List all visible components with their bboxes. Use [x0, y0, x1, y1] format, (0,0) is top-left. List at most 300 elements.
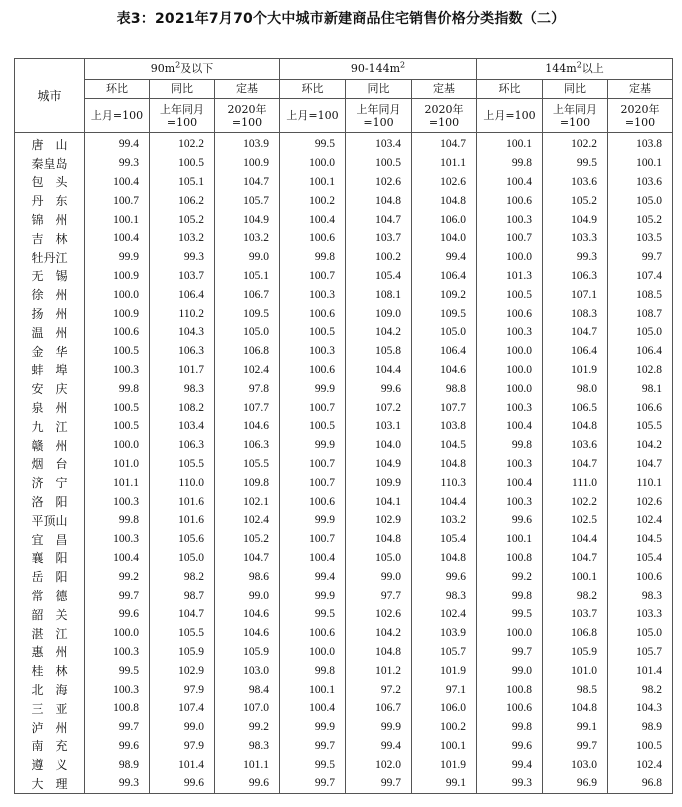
index-value: 100.2: [280, 191, 346, 210]
group-label: 90m: [150, 62, 176, 75]
index-value: 99.3: [85, 774, 150, 793]
index-value: 99.9: [346, 718, 412, 737]
city-column-header: 城市: [15, 59, 85, 133]
index-value: 99.6: [150, 774, 215, 793]
sub-column-header: 环比: [85, 80, 150, 99]
index-value: 100.0: [477, 379, 543, 398]
city-name: 襄 阳: [15, 549, 85, 568]
index-value: 100.5: [346, 154, 412, 173]
index-value: 102.9: [150, 661, 215, 680]
table-row: [15, 511, 673, 530]
index-value: 103.2: [215, 229, 280, 248]
index-value: 99.3: [543, 248, 608, 267]
index-value: 100.5: [150, 154, 215, 173]
index-value: 98.2: [150, 567, 215, 586]
index-value: 99.1: [543, 718, 608, 737]
index-value: 104.2: [346, 323, 412, 342]
city-name: 赣 州: [15, 436, 85, 455]
city-name: 安 庆: [15, 379, 85, 398]
table-row: [15, 492, 673, 511]
city-name: 泸 州: [15, 718, 85, 737]
superscript: 2: [175, 60, 181, 70]
index-value: 103.3: [608, 605, 673, 624]
index-value: 105.1: [215, 267, 280, 286]
index-value: 100.6: [280, 492, 346, 511]
index-value: 108.7: [608, 304, 673, 323]
index-value: 98.3: [608, 586, 673, 605]
index-value: 104.3: [150, 323, 215, 342]
group-header-over-144: [477, 59, 673, 80]
index-value: 100.3: [280, 285, 346, 304]
index-value: 99.9: [85, 248, 150, 267]
index-value: 102.6: [608, 492, 673, 511]
index-value: 105.4: [412, 530, 477, 549]
base-column-header: 上年同月=100: [150, 99, 215, 133]
index-value: 99.0: [215, 248, 280, 267]
table-row: [15, 643, 673, 662]
index-value: 103.6: [608, 173, 673, 192]
table-row: [15, 605, 673, 624]
index-value: 100.6: [280, 229, 346, 248]
index-value: 104.6: [412, 361, 477, 380]
group-label: 90-144m: [350, 62, 401, 75]
index-value: 99.6: [477, 511, 543, 530]
index-value: 105.0: [608, 624, 673, 643]
index-value: 100.4: [280, 549, 346, 568]
city-name: 洛 阳: [15, 492, 85, 511]
index-value: 100.6: [608, 567, 673, 586]
table-row: [15, 755, 673, 774]
index-value: 100.5: [85, 417, 150, 436]
city-name: 济 宁: [15, 473, 85, 492]
index-value: 103.1: [346, 417, 412, 436]
base-column-header: 2020年=100: [412, 99, 477, 133]
index-value: 100.5: [608, 737, 673, 756]
superscript: 2: [400, 60, 406, 70]
index-value: 110.1: [608, 473, 673, 492]
base-column-header: 上年同月=100: [543, 99, 608, 133]
index-value: 105.7: [412, 643, 477, 662]
index-value: 99.1: [412, 774, 477, 793]
table-row: [15, 624, 673, 643]
base-column-header: 2020年=100: [608, 99, 673, 133]
index-value: 100.5: [85, 342, 150, 361]
table-row: [15, 304, 673, 323]
index-value: 100.1: [280, 173, 346, 192]
index-value: 99.8: [477, 154, 543, 173]
index-value: 108.2: [150, 398, 215, 417]
index-value: 100.0: [280, 154, 346, 173]
index-value: 98.0: [543, 379, 608, 398]
index-value: 100.1: [412, 737, 477, 756]
index-value: 107.2: [346, 398, 412, 417]
index-value: 100.1: [477, 133, 543, 154]
index-value: 104.3: [608, 699, 673, 718]
index-value: 97.2: [346, 680, 412, 699]
index-value: 101.1: [85, 473, 150, 492]
index-value: 100.6: [280, 361, 346, 380]
index-value: 99.6: [412, 567, 477, 586]
index-value: 102.5: [543, 511, 608, 530]
city-name: 秦皇岛: [15, 154, 85, 173]
index-value: 100.0: [477, 248, 543, 267]
index-value: 99.8: [280, 661, 346, 680]
index-value: 102.4: [608, 755, 673, 774]
index-value: 100.4: [280, 210, 346, 229]
index-value: 100.0: [85, 624, 150, 643]
index-value: 103.5: [608, 229, 673, 248]
city-name: 唐 山: [15, 133, 85, 154]
sub-column-header: 环比: [477, 80, 543, 99]
index-value: 103.0: [543, 755, 608, 774]
index-value: 99.9: [280, 511, 346, 530]
index-value: 101.2: [346, 661, 412, 680]
table-row: [15, 323, 673, 342]
index-value: 100.0: [477, 361, 543, 380]
index-value: 105.5: [150, 624, 215, 643]
index-value: 98.8: [412, 379, 477, 398]
index-value: 100.7: [280, 530, 346, 549]
city-name: 平顶山: [15, 511, 85, 530]
index-value: 106.7: [215, 285, 280, 304]
table-row: [15, 718, 673, 737]
index-value: 104.9: [543, 210, 608, 229]
index-value: 109.8: [215, 473, 280, 492]
index-value: 99.6: [85, 737, 150, 756]
index-value: 106.6: [608, 398, 673, 417]
index-value: 99.6: [346, 379, 412, 398]
index-value: 99.8: [477, 586, 543, 605]
city-name: 惠 州: [15, 643, 85, 662]
group-label: 144m: [545, 62, 577, 75]
city-name: 扬 州: [15, 304, 85, 323]
index-value: 99.8: [85, 511, 150, 530]
index-value: 105.7: [215, 191, 280, 210]
table-row: [15, 473, 673, 492]
index-value: 98.6: [215, 567, 280, 586]
base-column-header: 上年同月=100: [346, 99, 412, 133]
city-name: 九 江: [15, 417, 85, 436]
index-value: 100.9: [85, 304, 150, 323]
index-value: 101.0: [85, 455, 150, 474]
city-name: 桂 林: [15, 661, 85, 680]
index-value: 105.0: [412, 323, 477, 342]
table-body: [15, 133, 673, 794]
index-value: 99.7: [280, 737, 346, 756]
index-value: 100.8: [477, 680, 543, 699]
index-value: 104.6: [215, 624, 280, 643]
index-value: 99.4: [85, 133, 150, 154]
index-value: 110.2: [150, 304, 215, 323]
index-value: 100.1: [543, 567, 608, 586]
index-value: 99.3: [477, 774, 543, 793]
index-value: 101.4: [608, 661, 673, 680]
index-value: 99.2: [215, 718, 280, 737]
index-value: 99.7: [543, 737, 608, 756]
index-value: 99.8: [477, 718, 543, 737]
index-value: 107.4: [608, 267, 673, 286]
index-value: 100.7: [280, 473, 346, 492]
base-column-header: 上月=100: [477, 99, 543, 133]
index-value: 99.5: [280, 133, 346, 154]
index-value: 99.6: [85, 605, 150, 624]
index-value: 99.2: [85, 567, 150, 586]
index-value: 99.5: [543, 154, 608, 173]
index-value: 100.1: [608, 154, 673, 173]
index-value: 100.4: [85, 549, 150, 568]
index-value: 104.8: [543, 699, 608, 718]
index-value: 104.7: [215, 549, 280, 568]
index-value: 104.4: [543, 530, 608, 549]
table-row: [15, 699, 673, 718]
index-value: 99.8: [477, 436, 543, 455]
index-value: 98.4: [215, 680, 280, 699]
index-value: 103.0: [215, 661, 280, 680]
city-name: 金 华: [15, 342, 85, 361]
index-value: 109.0: [346, 304, 412, 323]
index-value: 100.1: [477, 530, 543, 549]
index-value: 105.6: [150, 530, 215, 549]
table-row: [15, 530, 673, 549]
index-value: 97.1: [412, 680, 477, 699]
index-value: 103.2: [150, 229, 215, 248]
index-value: 96.8: [608, 774, 673, 793]
index-value: 103.2: [412, 511, 477, 530]
sub-column-header: 定基: [215, 80, 280, 99]
index-value: 100.6: [477, 304, 543, 323]
index-value: 99.7: [477, 643, 543, 662]
index-value: 98.2: [608, 680, 673, 699]
index-value: 109.5: [412, 304, 477, 323]
index-value: 106.4: [543, 342, 608, 361]
index-value: 100.0: [477, 624, 543, 643]
price-index-table: [14, 58, 673, 794]
index-value: 108.5: [608, 285, 673, 304]
table-row: [15, 417, 673, 436]
index-value: 104.2: [608, 436, 673, 455]
index-value: 104.8: [346, 191, 412, 210]
sub-column-header: 定基: [412, 80, 477, 99]
city-name: 北 海: [15, 680, 85, 699]
index-value: 106.5: [543, 398, 608, 417]
city-name: 锦 州: [15, 210, 85, 229]
index-value: 105.0: [215, 323, 280, 342]
index-value: 106.0: [412, 699, 477, 718]
index-value: 98.3: [412, 586, 477, 605]
base-column-header: 上月=100: [280, 99, 346, 133]
index-value: 98.3: [150, 379, 215, 398]
index-value: 99.0: [477, 661, 543, 680]
index-value: 105.2: [608, 210, 673, 229]
index-value: 102.2: [543, 133, 608, 154]
index-value: 104.5: [608, 530, 673, 549]
index-value: 99.5: [477, 605, 543, 624]
table-header: [15, 59, 673, 133]
index-value: 106.3: [215, 436, 280, 455]
sub-column-header: 定基: [608, 80, 673, 99]
index-value: 107.0: [215, 699, 280, 718]
table-row: [15, 436, 673, 455]
group-label-suffix: 以上: [581, 62, 604, 75]
city-name: 遵 义: [15, 755, 85, 774]
index-value: 99.8: [85, 379, 150, 398]
index-value: 100.3: [477, 398, 543, 417]
index-value: 99.4: [346, 737, 412, 756]
index-value: 105.0: [608, 323, 673, 342]
index-value: 106.4: [412, 267, 477, 286]
index-value: 110.0: [150, 473, 215, 492]
index-value: 97.9: [150, 680, 215, 699]
index-value: 101.0: [543, 661, 608, 680]
index-value: 100.7: [477, 229, 543, 248]
index-value: 100.3: [85, 492, 150, 511]
index-value: 102.4: [215, 361, 280, 380]
table-row: [15, 774, 673, 793]
city-name: 烟 台: [15, 455, 85, 474]
index-value: 105.2: [150, 210, 215, 229]
index-value: 100.2: [346, 248, 412, 267]
index-value: 103.6: [543, 436, 608, 455]
table-row: [15, 737, 673, 756]
index-value: 98.1: [608, 379, 673, 398]
city-name: 包 头: [15, 173, 85, 192]
index-value: 99.6: [477, 737, 543, 756]
index-value: 100.3: [477, 455, 543, 474]
index-value: 104.5: [412, 436, 477, 455]
index-value: 101.4: [150, 755, 215, 774]
table-row: [15, 285, 673, 304]
city-name: 吉 林: [15, 229, 85, 248]
index-value: 106.4: [608, 342, 673, 361]
index-value: 98.9: [608, 718, 673, 737]
superscript: 2: [576, 60, 582, 70]
index-value: 105.4: [346, 267, 412, 286]
table-row: [15, 267, 673, 286]
table-row: [15, 661, 673, 680]
index-value: 103.6: [543, 173, 608, 192]
index-value: 104.7: [412, 133, 477, 154]
city-name: 三 亚: [15, 699, 85, 718]
index-value: 100.0: [85, 285, 150, 304]
index-value: 97.9: [150, 737, 215, 756]
index-value: 102.2: [150, 133, 215, 154]
index-value: 106.3: [150, 436, 215, 455]
index-value: 98.7: [150, 586, 215, 605]
index-value: 100.6: [477, 699, 543, 718]
index-value: 105.5: [150, 455, 215, 474]
index-value: 106.0: [412, 210, 477, 229]
index-value: 99.6: [215, 774, 280, 793]
table-row: [15, 210, 673, 229]
index-value: 99.9: [280, 718, 346, 737]
index-value: 105.4: [608, 549, 673, 568]
index-value: 100.9: [85, 267, 150, 286]
city-name: 韶 关: [15, 605, 85, 624]
index-value: 100.3: [85, 680, 150, 699]
base-column-header: 2020年=100: [215, 99, 280, 133]
city-name: 蚌 埠: [15, 361, 85, 380]
index-value: 105.7: [608, 643, 673, 662]
index-value: 106.8: [215, 342, 280, 361]
index-value: 106.3: [150, 342, 215, 361]
index-value: 105.1: [150, 173, 215, 192]
index-value: 105.0: [608, 191, 673, 210]
index-value: 99.9: [280, 586, 346, 605]
table-row: [15, 248, 673, 267]
index-value: 100.8: [85, 699, 150, 718]
table-row: [15, 229, 673, 248]
index-value: 103.4: [150, 417, 215, 436]
index-value: 104.7: [543, 549, 608, 568]
index-value: 111.0: [543, 473, 608, 492]
city-name: 温 州: [15, 323, 85, 342]
city-name: 南 充: [15, 737, 85, 756]
index-value: 99.0: [150, 718, 215, 737]
index-value: 102.4: [215, 511, 280, 530]
city-name: 无 锡: [15, 267, 85, 286]
index-value: 99.9: [280, 436, 346, 455]
table-row: [15, 154, 673, 173]
index-value: 100.3: [85, 361, 150, 380]
index-value: 96.9: [543, 774, 608, 793]
city-name: 大 理: [15, 774, 85, 793]
index-value: 100.3: [477, 492, 543, 511]
index-value: 100.3: [477, 210, 543, 229]
index-value: 104.9: [215, 210, 280, 229]
table-row: [15, 398, 673, 417]
index-value: 98.5: [543, 680, 608, 699]
index-value: 103.7: [346, 229, 412, 248]
index-value: 100.4: [280, 699, 346, 718]
index-value: 101.3: [477, 267, 543, 286]
index-value: 100.1: [280, 680, 346, 699]
index-value: 98.2: [543, 586, 608, 605]
index-value: 100.3: [280, 342, 346, 361]
index-value: 101.1: [412, 154, 477, 173]
index-value: 102.8: [608, 361, 673, 380]
index-value: 107.1: [543, 285, 608, 304]
index-value: 104.4: [346, 361, 412, 380]
index-value: 99.4: [280, 567, 346, 586]
index-value: 100.3: [85, 530, 150, 549]
city-name: 牡丹江: [15, 248, 85, 267]
index-value: 103.8: [412, 417, 477, 436]
index-value: 104.8: [412, 549, 477, 568]
sub-column-header: 环比: [280, 80, 346, 99]
index-value: 102.6: [346, 173, 412, 192]
index-value: 100.6: [280, 624, 346, 643]
index-value: 99.3: [85, 154, 150, 173]
index-value: 102.9: [346, 511, 412, 530]
index-value: 109.2: [412, 285, 477, 304]
index-value: 104.2: [346, 624, 412, 643]
index-value: 107.4: [150, 699, 215, 718]
index-value: 103.4: [346, 133, 412, 154]
index-value: 104.4: [412, 492, 477, 511]
table-row: [15, 567, 673, 586]
index-value: 100.7: [85, 191, 150, 210]
table-row: [15, 586, 673, 605]
index-value: 102.6: [346, 605, 412, 624]
index-value: 99.7: [346, 774, 412, 793]
index-value: 100.6: [85, 323, 150, 342]
city-name: 湛 江: [15, 624, 85, 643]
index-value: 104.7: [215, 173, 280, 192]
index-value: 106.3: [543, 267, 608, 286]
table-row: [15, 549, 673, 568]
index-value: 100.5: [85, 398, 150, 417]
index-value: 105.9: [215, 643, 280, 662]
